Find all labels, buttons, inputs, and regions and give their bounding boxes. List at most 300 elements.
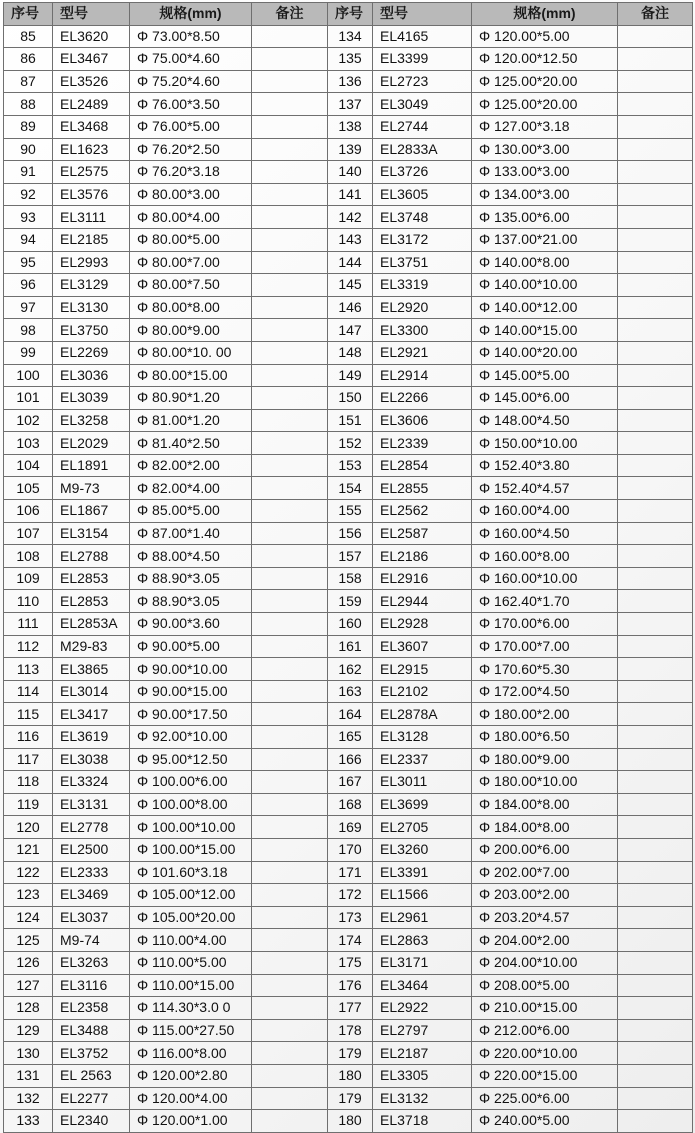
cell-model: EL3488 [53,1019,130,1042]
cell-note [618,296,693,319]
table-row [4,251,693,274]
table-row [4,1087,693,1110]
header-no-right: 序号 [328,3,373,26]
cell-spec: Φ 80.00*5.00 [130,228,252,251]
table-row [4,590,693,613]
cell-no: 119 [4,793,53,816]
cell-model: M29-83 [53,635,130,658]
cell-no: 135 [328,48,373,71]
cell-spec: Φ 73.00*8.50 [130,25,252,48]
cell-model: EL1867 [53,500,130,523]
cell-no: 90 [4,138,53,161]
cell-model: EL3467 [53,48,130,71]
cell-model: EL3260 [373,838,472,861]
table-row [4,793,693,816]
cell-no: 132 [4,1087,53,1110]
cell-no: 154 [328,477,373,500]
cell-note [618,70,693,93]
cell-model: EL3129 [53,274,130,297]
cell-no: 112 [4,635,53,658]
cell-note [618,1019,693,1042]
cell-no: 114 [4,680,53,703]
cell-note [618,680,693,703]
cell-note [252,432,328,455]
cell-spec: Φ 170.00*6.00 [472,613,618,636]
cell-spec: Φ 125.00*20.00 [472,93,618,116]
cell-no: 106 [4,500,53,523]
cell-note [252,590,328,613]
cell-spec: Φ 203.20*4.57 [472,906,618,929]
cell-no: 160 [328,613,373,636]
cell-note [618,793,693,816]
cell-model: EL2575 [53,161,130,184]
table-row [4,364,693,387]
cell-model: EL2340 [53,1110,130,1133]
cell-model: EL2333 [53,861,130,884]
cell-spec: Φ 145.00*6.00 [472,387,618,410]
cell-no: 108 [4,545,53,568]
cell-no: 139 [328,138,373,161]
cell-no: 91 [4,161,53,184]
cell-model: EL2914 [373,364,472,387]
cell-spec: Φ 75.00*4.60 [130,48,252,71]
cell-model: EL2186 [373,545,472,568]
cell-model: EL2921 [373,341,472,364]
cell-spec: Φ 80.00*10. 00 [130,341,252,364]
cell-no: 143 [328,228,373,251]
cell-model: EL1623 [53,138,130,161]
cell-note [252,409,328,432]
cell-spec: Φ 120.00*1.00 [130,1110,252,1133]
cell-model: EL2916 [373,567,472,590]
cell-spec: Φ 127.00*3.18 [472,115,618,138]
cell-note [618,138,693,161]
cell-no: 101 [4,387,53,410]
cell-note [618,1064,693,1087]
cell-model: EL3039 [53,387,130,410]
cell-no: 128 [4,997,53,1020]
cell-spec: Φ 140.00*20.00 [472,341,618,364]
cell-note [252,138,328,161]
cell-note [618,951,693,974]
cell-model: EL3726 [373,161,472,184]
cell-note [618,1087,693,1110]
cell-note [252,838,328,861]
cell-model: EL2863 [373,929,472,952]
cell-model: EL2944 [373,590,472,613]
cell-note [252,861,328,884]
cell-spec: Φ 90.00*10.00 [130,658,252,681]
cell-note [252,680,328,703]
cell-model: EL3258 [53,409,130,432]
cell-model: EL3300 [373,319,472,342]
cell-note [252,1019,328,1042]
cell-model: EL3605 [373,183,472,206]
cell-spec: Φ 180.00*6.50 [472,726,618,749]
cell-spec: Φ 110.00*4.00 [130,929,252,952]
cell-note [618,183,693,206]
cell-note [252,748,328,771]
cell-spec: Φ 90.00*17.50 [130,703,252,726]
cell-model: EL2797 [373,1019,472,1042]
cell-note [618,251,693,274]
cell-note [252,884,328,907]
cell-no: 147 [328,319,373,342]
table-row [4,161,693,184]
cell-model: EL3128 [373,726,472,749]
cell-no: 156 [328,522,373,545]
cell-no: 130 [4,1042,53,1065]
cell-no: 110 [4,590,53,613]
cell-note [252,364,328,387]
header-note-right: 备注 [618,3,693,26]
cell-no: 179 [328,1087,373,1110]
cell-spec: Φ 76.20*2.50 [130,138,252,161]
cell-note [252,319,328,342]
cell-spec: Φ 148.00*4.50 [472,409,618,432]
cell-note [618,319,693,342]
cell-no: 172 [328,884,373,907]
cell-model: EL2922 [373,997,472,1020]
cell-model: EL3391 [373,861,472,884]
cell-model: EL2744 [373,115,472,138]
cell-no: 100 [4,364,53,387]
cell-note [618,341,693,364]
cell-note [252,567,328,590]
cell-note [252,25,328,48]
table-row [4,70,693,93]
cell-spec: Φ 152.40*3.80 [472,454,618,477]
table-row [4,522,693,545]
table-row [4,951,693,974]
header-row [4,3,693,26]
cell-spec: Φ 134.00*3.00 [472,183,618,206]
cell-model: EL3132 [373,1087,472,1110]
cell-spec: Φ 76.20*3.18 [130,161,252,184]
cell-spec: Φ 120.00*2.80 [130,1064,252,1087]
cell-note [252,387,328,410]
cell-no: 103 [4,432,53,455]
cell-model: EL2500 [53,838,130,861]
header-model-left: 型号 [53,3,130,26]
cell-note [252,771,328,794]
cell-no: 175 [328,951,373,974]
cell-spec: Φ 150.00*10.00 [472,432,618,455]
cell-spec: Φ 204.00*10.00 [472,951,618,974]
cell-note [252,635,328,658]
cell-spec: Φ 160.00*4.50 [472,522,618,545]
table-row [4,319,693,342]
cell-no: 152 [328,432,373,455]
cell-no: 136 [328,70,373,93]
cell-spec: Φ 208.00*5.00 [472,974,618,997]
cell-spec: Φ 90.00*5.00 [130,635,252,658]
cell-note [618,432,693,455]
cell-note [252,703,328,726]
cell-note [252,48,328,71]
cell-note [618,115,693,138]
cell-no: 107 [4,522,53,545]
cell-model: EL3464 [373,974,472,997]
cell-spec: Φ 140.00*15.00 [472,319,618,342]
cell-note [618,228,693,251]
cell-spec: Φ 180.00*10.00 [472,771,618,794]
cell-note [618,997,693,1020]
cell-no: 94 [4,228,53,251]
table-row [4,138,693,161]
table-row [4,726,693,749]
cell-model: EL2928 [373,613,472,636]
cell-model: EL1566 [373,884,472,907]
cell-note [252,296,328,319]
cell-note [252,1064,328,1087]
cell-note [618,884,693,907]
table-row [4,183,693,206]
cell-no: 151 [328,409,373,432]
cell-no: 99 [4,341,53,364]
cell-model: EL3011 [373,771,472,794]
cell-model: EL2187 [373,1042,472,1065]
table-row [4,613,693,636]
cell-no: 109 [4,567,53,590]
cell-note [252,70,328,93]
cell-spec: Φ 80.00*4.00 [130,206,252,229]
cell-model: EL2266 [373,387,472,410]
cell-spec: Φ 87.00*1.40 [130,522,252,545]
cell-model: EL3154 [53,522,130,545]
cell-note [252,974,328,997]
table-row [4,974,693,997]
header-spec-right: 规格(mm) [472,3,618,26]
cell-note [252,161,328,184]
cell-model: EL3606 [373,409,472,432]
cell-spec: Φ 133.00*3.00 [472,161,618,184]
cell-model: EL3036 [53,364,130,387]
cell-model: EL3171 [373,951,472,974]
cell-model: EL3116 [53,974,130,997]
cell-note [252,1087,328,1110]
cell-no: 115 [4,703,53,726]
cell-no: 162 [328,658,373,681]
cell-no: 158 [328,567,373,590]
cell-note [252,183,328,206]
table-row [4,771,693,794]
cell-note [618,25,693,48]
spec-table [3,2,693,1133]
cell-no: 155 [328,500,373,523]
cell-spec: Φ 162.40*1.70 [472,590,618,613]
cell-spec: Φ 135.00*6.00 [472,206,618,229]
cell-no: 118 [4,771,53,794]
table-row [4,206,693,229]
cell-note [618,545,693,568]
cell-note [252,1110,328,1133]
cell-model: EL3263 [53,951,130,974]
cell-model: EL3037 [53,906,130,929]
cell-note [252,929,328,952]
cell-spec: Φ 184.00*8.00 [472,816,618,839]
cell-no: 164 [328,703,373,726]
cell-no: 174 [328,929,373,952]
cell-no: 146 [328,296,373,319]
cell-no: 93 [4,206,53,229]
cell-spec: Φ 240.00*5.00 [472,1110,618,1133]
cell-spec: Φ 120.00*5.00 [472,25,618,48]
cell-spec: Φ 90.00*3.60 [130,613,252,636]
table-row [4,477,693,500]
table-row [4,25,693,48]
cell-note [618,929,693,952]
cell-no: 140 [328,161,373,184]
cell-note [252,997,328,1020]
cell-note [618,590,693,613]
cell-no: 179 [328,1042,373,1065]
cell-spec: Φ 160.00*10.00 [472,567,618,590]
cell-note [618,567,693,590]
cell-no: 157 [328,545,373,568]
cell-no: 180 [328,1110,373,1133]
cell-no: 86 [4,48,53,71]
cell-spec: Φ 80.00*7.00 [130,251,252,274]
cell-no: 149 [328,364,373,387]
cell-model: EL3319 [373,274,472,297]
cell-spec: Φ 110.00*15.00 [130,974,252,997]
cell-note [618,454,693,477]
table-row [4,274,693,297]
cell-no: 98 [4,319,53,342]
cell-spec: Φ 116.00*8.00 [130,1042,252,1065]
cell-note [618,274,693,297]
cell-model: EL3172 [373,228,472,251]
cell-model: EL3130 [53,296,130,319]
cell-no: 180 [328,1064,373,1087]
cell-no: 133 [4,1110,53,1133]
cell-no: 87 [4,70,53,93]
cell-note [618,658,693,681]
cell-no: 124 [4,906,53,929]
cell-no: 134 [328,25,373,48]
cell-note [252,228,328,251]
cell-model: EL 2563 [53,1064,130,1087]
cell-model: EL3399 [373,48,472,71]
cell-note [252,522,328,545]
cell-model: EL3131 [53,793,130,816]
cell-model: EL2854 [373,454,472,477]
cell-model: EL3469 [53,884,130,907]
cell-no: 153 [328,454,373,477]
table-row [4,838,693,861]
cell-model: EL3607 [373,635,472,658]
cell-model: EL2029 [53,432,130,455]
cell-spec: Φ 88.00*4.50 [130,545,252,568]
cell-spec: Φ 81.00*1.20 [130,409,252,432]
cell-model: EL3699 [373,793,472,816]
cell-no: 129 [4,1019,53,1042]
table-row [4,703,693,726]
table-row [4,545,693,568]
cell-no: 120 [4,816,53,839]
cell-spec: Φ 90.00*15.00 [130,680,252,703]
cell-note [618,861,693,884]
cell-no: 97 [4,296,53,319]
table-row [4,658,693,681]
cell-spec: Φ 140.00*12.00 [472,296,618,319]
cell-spec: Φ 160.00*4.00 [472,500,618,523]
table-row [4,748,693,771]
table-row [4,500,693,523]
cell-note [618,726,693,749]
cell-model: EL2339 [373,432,472,455]
cell-no: 168 [328,793,373,816]
cell-spec: Φ 137.00*21.00 [472,228,618,251]
cell-model: EL2878A [373,703,472,726]
cell-no: 127 [4,974,53,997]
cell-model: EL2855 [373,477,472,500]
header-no-left: 序号 [4,3,53,26]
cell-spec: Φ 100.00*6.00 [130,771,252,794]
cell-model: EL2993 [53,251,130,274]
cell-model: EL2102 [373,680,472,703]
cell-model: M9-74 [53,929,130,952]
header-note-left: 备注 [252,3,328,26]
table-row [4,929,693,952]
cell-note [618,364,693,387]
cell-note [618,1042,693,1065]
cell-note [252,726,328,749]
table-row [4,228,693,251]
table-row [4,680,693,703]
cell-no: 176 [328,974,373,997]
cell-spec: Φ 80.00*9.00 [130,319,252,342]
cell-no: 144 [328,251,373,274]
cell-no: 121 [4,838,53,861]
cell-model: EL3576 [53,183,130,206]
cell-no: 122 [4,861,53,884]
cell-note [252,613,328,636]
table-row [4,997,693,1020]
cell-note [618,161,693,184]
cell-model: EL2915 [373,658,472,681]
cell-spec: Φ 225.00*6.00 [472,1087,618,1110]
cell-note [618,387,693,410]
cell-no: 92 [4,183,53,206]
cell-spec: Φ 100.00*15.00 [130,838,252,861]
table-row [4,115,693,138]
cell-spec: Φ 82.00*2.00 [130,454,252,477]
cell-no: 163 [328,680,373,703]
cell-spec: Φ 184.00*8.00 [472,793,618,816]
cell-no: 169 [328,816,373,839]
cell-no: 105 [4,477,53,500]
cell-model: EL3619 [53,726,130,749]
cell-note [618,1110,693,1133]
table-row [4,48,693,71]
cell-spec: Φ 204.00*2.00 [472,929,618,952]
cell-no: 142 [328,206,373,229]
cell-model: EL2705 [373,816,472,839]
cell-spec: Φ 140.00*10.00 [472,274,618,297]
cell-note [252,816,328,839]
table-row [4,567,693,590]
cell-model: EL3014 [53,680,130,703]
cell-spec: Φ 80.00*3.00 [130,183,252,206]
cell-spec: Φ 80.00*7.50 [130,274,252,297]
header-spec-left: 规格(mm) [130,3,252,26]
cell-spec: Φ 212.00*6.00 [472,1019,618,1042]
table-row [4,906,693,929]
cell-no: 89 [4,115,53,138]
cell-model: EL1891 [53,454,130,477]
